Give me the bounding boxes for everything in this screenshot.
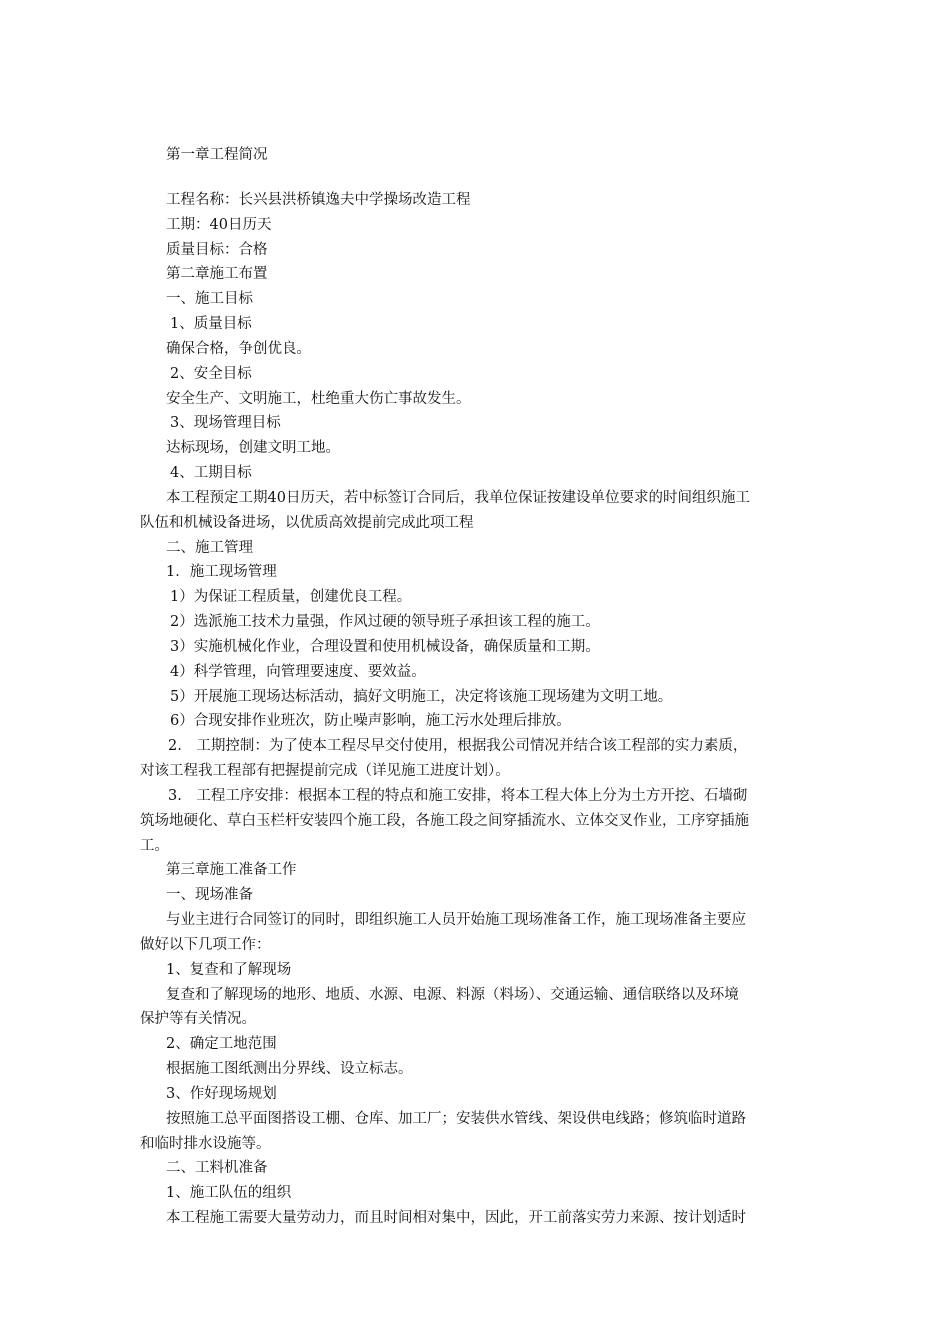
text-line: 工。 <box>140 838 169 854</box>
text-line: 保护等有关情况。 <box>140 1011 256 1027</box>
subsection-heading: 2、确定工地范围 <box>166 1036 277 1052</box>
chapter-heading: 第三章施工准备工作 <box>166 862 297 878</box>
text-line: 达标现场，创建文明工地。 <box>166 440 340 456</box>
text-line: 工程名称：长兴县洪桥镇逸夫中学操场改造工程 <box>166 192 471 208</box>
chapter-heading: 第二章施工布置 <box>166 266 268 282</box>
text-line: 做好以下几项工作： <box>140 937 271 953</box>
list-item: 3）实施机械化作业，合理设置和使用机械设备，确保质量和工期。 <box>170 639 600 655</box>
section-heading: 一、现场准备 <box>166 887 253 903</box>
list-item: 4）科学管理，向管理要速度、要效益。 <box>170 664 426 680</box>
section-heading: 二、工料机准备 <box>166 1160 268 1176</box>
subsection-heading: 1．施工现场管理 <box>166 564 277 580</box>
text-line: 与业主进行合同签订的同时，即组织施工人员开始施工现场准备工作，施工现场准备主要应 <box>166 912 746 928</box>
text-line: 2. 工期控制：为了使本工程尽早交付使用，根据我公司情况并结合该工程部的实力素质， <box>168 738 748 754</box>
text-line: 按照施工总平面图搭设工棚、仓库、加工厂；安装供水管线、架设供电线路；修筑临时道路 <box>166 1111 746 1127</box>
list-item: 5）开展施工现场达标活动，搞好文明施工，决定将该施工现场建为文明工地。 <box>170 689 673 705</box>
text-line: 复查和了解现场的地形、地质、水源、电源、料源（料场）、交通运输、通信联络以及环境 <box>166 987 739 1003</box>
section-heading: 二、施工管理 <box>166 540 253 556</box>
text-line: 安全生产、文明施工，杜绝重大伤亡事故发生。 <box>166 391 471 407</box>
list-item: 2）选派施工技术力量强，作风过硬的领导班子承担该工程的施工。 <box>170 614 600 630</box>
text-line: 对该工程我工程部有把握提前完成（详见施工进度计划）。 <box>140 763 510 779</box>
text-line: 确保合格，争创优良。 <box>166 341 311 357</box>
text-line: 工期：40日历天 <box>166 217 272 233</box>
text-line: 本工程预定工期40日历天，若中标签订合同后，我单位保证按建设单位要求的时间组织施工 <box>166 490 750 506</box>
section-heading: 一、施工目标 <box>166 291 253 307</box>
subsection-heading: 1、复查和了解现场 <box>166 962 292 978</box>
chapter-heading: 第一章工程简况 <box>166 147 268 163</box>
subsection-heading: 4、工期目标 <box>170 465 252 481</box>
text-line: 3. 工程工序安排：根据本工程的特点和施工安排，将本工程大体上分为土方开挖、石墙砌 <box>168 788 748 804</box>
list-item: 6）合现安排作业班次，防止噪声影响，施工污水处理后排放。 <box>170 713 571 729</box>
subsection-heading: 1、施工队伍的组织 <box>166 1185 292 1201</box>
subsection-heading: 3、现场管理目标 <box>170 415 281 431</box>
text-line: 筑场地硬化、草白玉栏杆安装四个施工段，各施工段之间穿插流水、立体交叉作业，工序穿插施 <box>140 813 749 829</box>
subsection-heading: 1、质量目标 <box>170 316 252 332</box>
text-line: 质量目标：合格 <box>166 242 268 258</box>
list-item: 1）为保证工程质量，创建优良工程。 <box>170 589 412 605</box>
text-line: 根据施工图纸测出分界线、设立标志。 <box>166 1061 413 1077</box>
text-line: 和临时排水设施等。 <box>140 1136 271 1152</box>
subsection-heading: 2、安全目标 <box>170 366 252 382</box>
text-line: 本工程施工需要大量劳动力，而且时间相对集中，因此，开工前落实劳力来源、按计划适时 <box>166 1210 746 1226</box>
text-line: 队伍和机械设备进场，以优质高效提前完成此项工程 <box>140 515 474 531</box>
subsection-heading: 3、作好现场规划 <box>166 1086 277 1102</box>
